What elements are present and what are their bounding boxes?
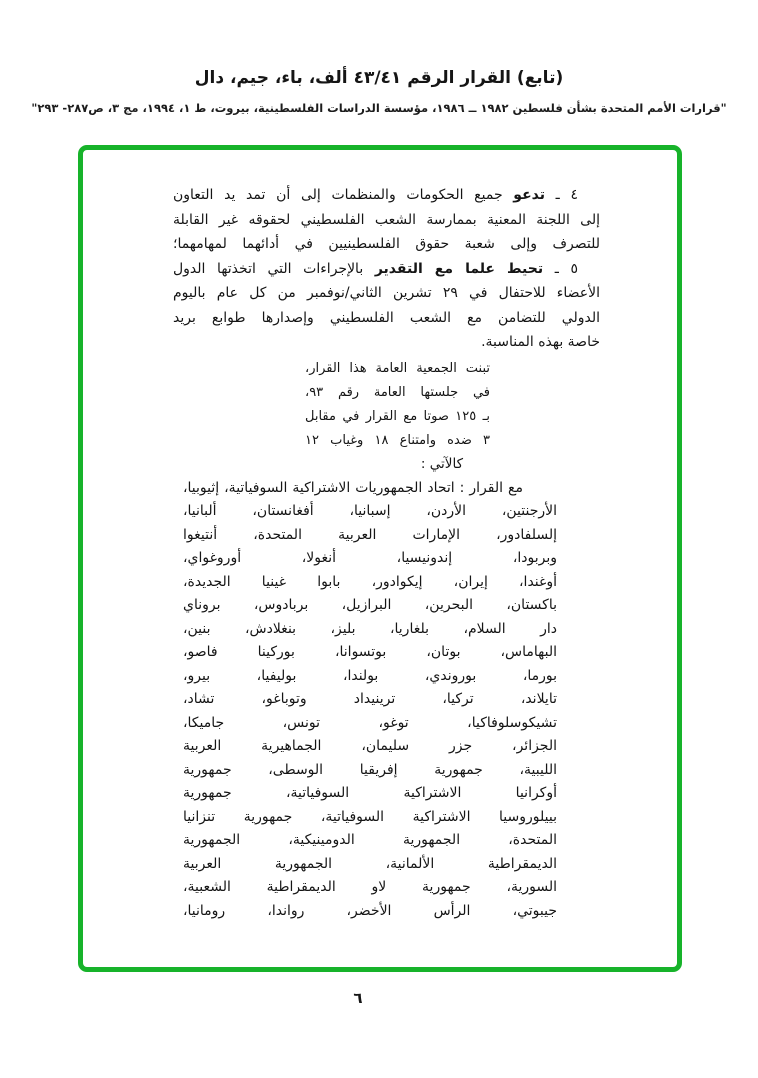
text-line: ٥ ـ تحيط علما مع التقدير بالإجراءات التي اتخذتها الدول — [173, 260, 578, 277]
text-line: تشيكوسلوفاكيا، توغو، تونس، جاميكا، — [183, 714, 557, 731]
adoption-note-tail: كالآتي : — [420, 455, 463, 472]
text-line: أوكرانيا الاشتراكية السوفياتية، جمهورية — [183, 785, 557, 801]
text-line: تايلاند، تركيا، ترينيداد وتوباغو، تشاد، — [183, 691, 557, 707]
text-line: إلى اللجنة المعنية بممارسة الشعب الفلسطيني لحقوقه غير القابلة — [173, 211, 600, 228]
text-line: تبنت الجمعية العامة هذا القرار، — [305, 360, 490, 376]
text-line: خاصة بهذه المناسبة. — [481, 334, 600, 350]
text-line: الدولي للتضامن مع الشعب الفلسطيني وإصدارها طوابع بريد — [173, 309, 600, 326]
text-line: في جلستها العامة رقم ٩٣، — [305, 384, 490, 400]
source-citation: "قرارات الأمم المتحدة بشأن فلسطين ١٩٨٢ ــ ١٩٨٦، مؤسسة الدراسات الفلسطينية، بيروت، ط ١، ١٩٩٤، مج ٣، ص٢٨٧- ٢٩٣" — [31, 101, 727, 115]
page-number: ٦ — [353, 989, 363, 1007]
text-line: الليبية، جمهورية إفريقيا الوسطى، جمهورية — [183, 761, 557, 778]
text-line: البهاماس، بوتان، بوتسوانا، بوركينا فاصو، — [183, 644, 557, 660]
vote-in-favour-list — [183, 477, 557, 924]
document-title: (تابع) القرار الرقم ٤٣/٤١ ألف، باء، جيم، دال — [194, 68, 564, 88]
adoption-note — [305, 357, 490, 453]
text-line: إلسلفادور، الإمارات العربية المتحدة، أنتيغوا — [183, 526, 557, 543]
text-line: مع القرار : اتحاد الجمهوريات الاشتراكية السوفياتية، إثيوبيا، — [183, 479, 523, 496]
text-line: وبربودا، إندونيسيا، أنغولا، أوروغواي، — [183, 550, 557, 566]
text-line: بورما، بوروندي، بولندا، بوليفيا، بيرو، — [183, 667, 557, 684]
text-line: للتصرف وإلى شعبة حقوق الفلسطينيين في أدائهما لمهامهما؛ — [173, 236, 600, 252]
text-line: ٤ ـ تدعو جميع الحكومات والمنظمات إلى أن تمد يد التعاون — [173, 187, 578, 203]
text-line: السورية، جمهورية لاو الديمقراطية الشعبية، — [183, 879, 557, 895]
text-line: أوغندا، إيران، إيكوادور، بابوا غينيا الجديدة، — [183, 573, 557, 590]
text-line: الأرجنتين، الأردن، إسبانيا، أفغانستان، ألبانيا، — [183, 503, 557, 519]
text-line: الديمقراطية الألمانية، الجمهورية العربية — [183, 855, 557, 872]
text-line: ٣ ضده وامتناع ١٨ وغياب ١٢ — [305, 432, 490, 448]
text-line: باكستان، البحرين، البرازيل، بربادوس، بروناي — [183, 597, 557, 613]
resolution-paragraphs — [173, 183, 600, 355]
text-line: الجزائر، جزر سليمان، الجماهيرية العربية — [183, 738, 557, 754]
text-line: بييلوروسيا الاشتراكية السوفياتية، جمهورية تنزانيا — [183, 808, 557, 825]
highlight-frame — [78, 145, 682, 972]
text-line: المتحدة، الجمهورية الدومينيكية، الجمهورية — [183, 832, 557, 848]
text-line: دار السلام، بلغاريا، بليز، بنغلادش، بنين، — [183, 620, 557, 637]
text-line: الأعضاء للاحتفال في ٢٩ تشرين الثاني/نوفمبر من كل عام باليوم — [173, 285, 600, 301]
text-line: جيبوتي، الرأس الأخضر، رواندا، رومانيا، — [183, 902, 557, 919]
text-line: بـ ١٢٥ صوتا مع القرار في مقابل — [305, 408, 490, 424]
